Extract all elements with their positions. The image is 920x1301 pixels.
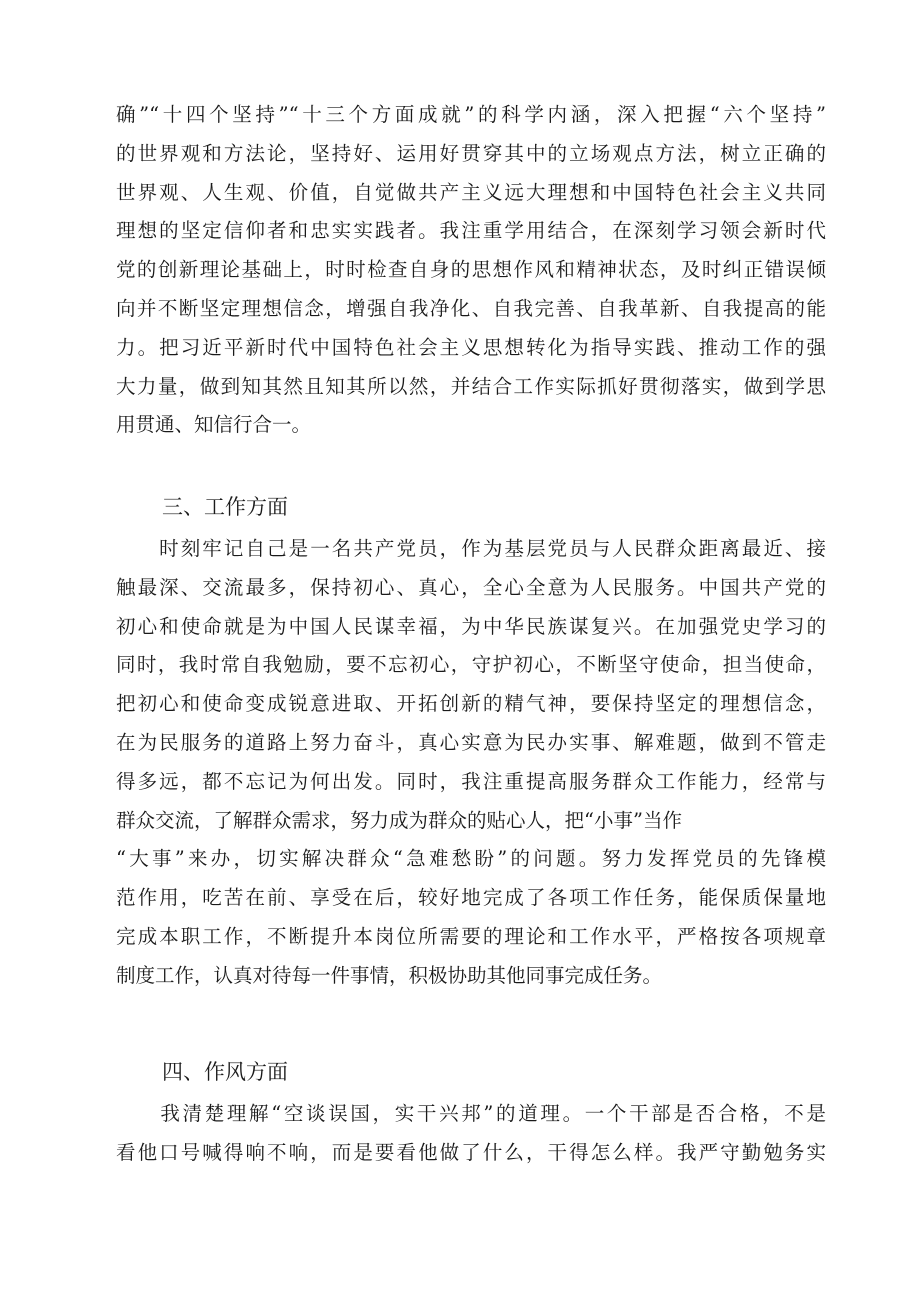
paragraph-line: 理想的坚定信仰者和忠实实践者。我注重学用结合，在深刻学习领会新时代: [116, 219, 826, 243]
paragraph-line: 触最深、交流最多，保持初心、真心，全心全意为人民服务。中国共产党的: [116, 575, 826, 599]
paragraph-line: 得多远，都不忘记为何出发。同时，我注重提高服务群众工作能力，经常与: [116, 769, 826, 793]
paragraph-line: 在为民服务的道路上努力奋斗，真心实意为民办实事、解难题，做到不管走: [116, 730, 826, 754]
paragraph-line: 大力量，做到知其然且知其所以然，并结合工作实际抓好贯彻落实，做到学思: [116, 374, 826, 398]
paragraph-line: “大事”来办，切实解决群众“急难愁盼”的问题。努力发挥党员的先锋模: [116, 847, 826, 871]
paragraph-line: 制度工作，认真对待每一件事情，积极协助其他同事完成任务。: [116, 963, 663, 987]
paragraph-line: 把初心和使命变成锐意进取、开拓创新的精气神，要保持坚定的理想信念，: [116, 692, 826, 716]
paragraph-line: 的世界观和方法论，坚持好、运用好贯穿其中的立场观点方法，树立正确的: [116, 141, 826, 165]
section-two-tail-paragraph: [116, 96, 826, 445]
paragraph-line: 同时，我时常自我勉励，要不忘初心，守护初心，不断坚守使命，担当使命，: [116, 653, 826, 677]
paragraph-line: 群众交流，了解群众需求，努力成为群众的贴心人，把“小事”当作: [116, 808, 682, 832]
paragraph-line: 初心和使命就是为中国人民谋幸福，为中华民族谋复兴。在加强党史学习的: [116, 614, 826, 638]
section-three-heading: 三、工作方面: [162, 495, 288, 519]
paragraph-line: 我清楚理解“空谈误国，实干兴邦”的道理。一个干部是否合格，不是: [116, 1102, 826, 1125]
section-four-heading: 四、作风方面: [162, 1060, 288, 1084]
section-three-paragraph: [116, 530, 826, 996]
paragraph-line: 世界观、人生观、价值，自觉做共产主义远大理想和中国特色社会主义共同: [116, 180, 826, 204]
paragraph-line: 时刻牢记自己是一名共产党员，作为基层党员与人民群众距离最近、接: [116, 537, 826, 560]
paragraph-line: 完成本职工作，不断提升本岗位所需要的理论和工作水平，严格按各项规章: [116, 924, 826, 948]
paragraph-line: 向并不断坚定理想信念，增强自我净化、自我完善、自我革新、自我提高的能: [116, 296, 826, 320]
paragraph-line: 力。把习近平新时代中国特色社会主义思想转化为指导实践、推动工作的强: [116, 335, 826, 359]
paragraph-line: 确”“十四个坚持”“十三个方面成就”的科学内涵，深入把握“六个坚持”: [116, 103, 826, 126]
section-four-paragraph: [116, 1095, 826, 1173]
paragraph-line: 用贯通、知信行合一。: [116, 413, 312, 437]
paragraph-line: 范作用，吃苦在前、享受在后，较好地完成了各项工作任务，能保质保量地: [116, 886, 826, 910]
paragraph-line: 党的创新理论基础上，时时检查自身的思想作风和精神状态，及时纠正错误倾: [116, 258, 826, 282]
paragraph-line: 看他口号喊得响不响，而是要看他做了什么，干得怎么样。我严守勤勉务实: [116, 1140, 826, 1164]
